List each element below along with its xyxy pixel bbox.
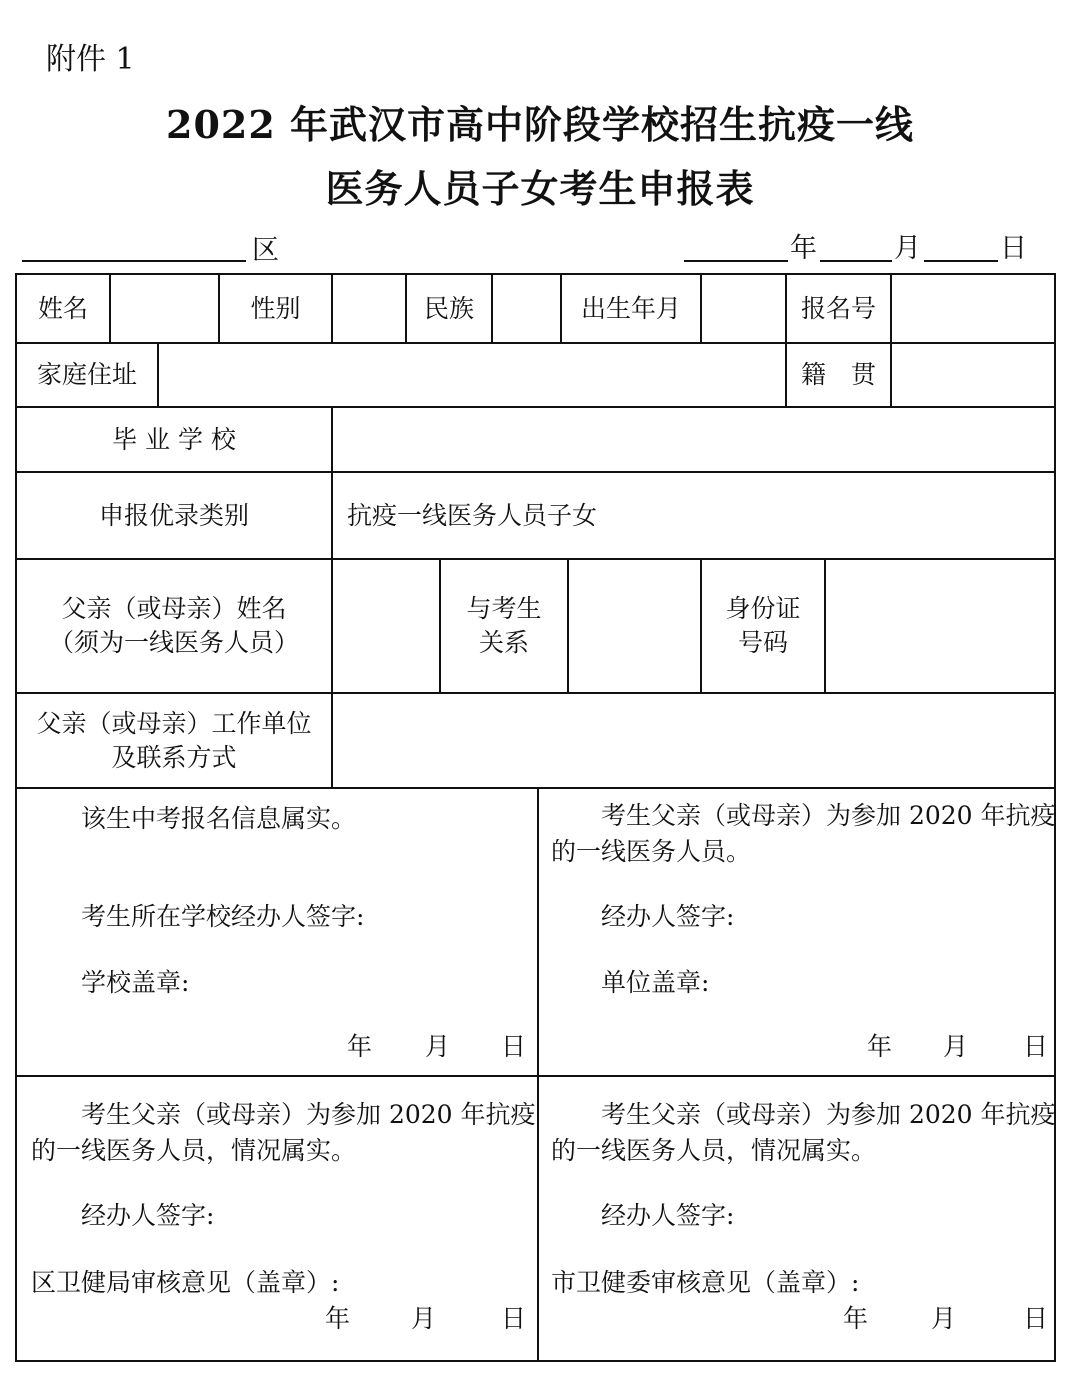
district-date-year: 年 bbox=[325, 1304, 351, 1333]
reg-no-field[interactable] bbox=[892, 275, 1054, 342]
parent-name-field[interactable] bbox=[333, 560, 439, 692]
native-place-field[interactable] bbox=[892, 344, 1054, 406]
district-date-month: 月 bbox=[411, 1304, 437, 1333]
gender-field[interactable] bbox=[333, 275, 405, 342]
city-sign-label: 经办人签字: bbox=[601, 1201, 735, 1230]
unit-sign-label: 经办人签字: bbox=[601, 902, 735, 931]
district-review-text-line1: 考生父亲（或母亲）为参加 2020 年抗疫 bbox=[81, 1100, 536, 1129]
city-review-label: 市卫健委审核意见（盖章）: bbox=[551, 1268, 860, 1297]
col-divider bbox=[537, 787, 539, 1360]
birth-field[interactable] bbox=[702, 275, 785, 342]
work-unit-line2: 及联系方式 bbox=[111, 742, 237, 772]
category-label: 申报优录类别 bbox=[98, 500, 249, 530]
form-title-line1: 2022 年武汉市高中阶段学校招生抗疫一线 bbox=[166, 102, 914, 147]
school-verify-text: 该生中考报名信息属实。 bbox=[81, 804, 357, 833]
year-label: 年 bbox=[790, 233, 817, 264]
school-date-year: 年 bbox=[347, 1032, 373, 1061]
form-title-line2: 医务人员子女考生申报表 bbox=[325, 166, 755, 211]
name-field[interactable] bbox=[111, 275, 218, 342]
district-blank[interactable] bbox=[22, 260, 246, 262]
school-label: 毕 业 学 校 bbox=[112, 424, 236, 454]
address-label: 家庭住址 bbox=[36, 360, 137, 389]
school-sign-label: 考生所在学校经办人签字: bbox=[81, 902, 365, 931]
id-number-field[interactable] bbox=[826, 560, 1054, 692]
month-blank[interactable] bbox=[820, 260, 892, 262]
row-divider bbox=[17, 1075, 1054, 1077]
district-sign-label: 经办人签字: bbox=[81, 1201, 215, 1230]
application-form bbox=[15, 273, 1056, 1362]
district-label: 区 bbox=[252, 235, 279, 266]
city-date-year: 年 bbox=[843, 1304, 869, 1333]
ethnicity-label: 民族 bbox=[423, 293, 474, 323]
unit-verify-text-line1: 考生父亲（或母亲）为参加 2020 年抗疫 bbox=[601, 801, 1056, 830]
relation-field[interactable] bbox=[569, 560, 700, 692]
relation-label bbox=[441, 560, 567, 692]
city-date-day: 日 bbox=[1023, 1304, 1049, 1333]
work-unit-line1: 父亲（或母亲）工作单位 bbox=[36, 708, 312, 738]
unit-date-month: 月 bbox=[943, 1032, 969, 1061]
relation-line1: 与考生 bbox=[466, 594, 542, 623]
year-blank[interactable] bbox=[684, 260, 788, 262]
relation-line2: 关系 bbox=[478, 628, 529, 657]
reg-no-label: 报名号 bbox=[800, 293, 876, 323]
parent-name-line1: 父亲（或母亲）姓名 bbox=[61, 594, 287, 623]
native-place-label: 籍 贯 bbox=[800, 360, 876, 389]
unit-date-day: 日 bbox=[1023, 1032, 1049, 1061]
district-date-day: 日 bbox=[501, 1304, 527, 1333]
row-divider bbox=[17, 787, 1054, 789]
school-field[interactable] bbox=[333, 408, 1054, 471]
month-label: 月 bbox=[894, 233, 921, 264]
district-review-label: 区卫健局审核意见（盖章）: bbox=[31, 1268, 340, 1297]
unit-stamp-label: 单位盖章: bbox=[601, 968, 710, 997]
gender-label: 性别 bbox=[250, 293, 301, 323]
parent-name-line2: （须为一线医务人员） bbox=[48, 628, 299, 657]
id-number-line1: 身份证 bbox=[725, 594, 801, 623]
district-review-text-line2: 的一线医务人员，情况属实。 bbox=[31, 1136, 357, 1165]
day-label: 日 bbox=[1000, 233, 1027, 264]
work-unit-field[interactable] bbox=[333, 694, 1054, 787]
city-review-text-line1: 考生父亲（或母亲）为参加 2020 年抗疫 bbox=[601, 1100, 1056, 1129]
school-stamp-label: 学校盖章: bbox=[81, 968, 190, 997]
unit-verify-text-line2: 的一线医务人员。 bbox=[551, 837, 752, 866]
school-date-month: 月 bbox=[425, 1032, 451, 1061]
parent-name-label bbox=[17, 560, 331, 692]
name-label: 姓名 bbox=[37, 293, 88, 323]
city-review-text-line2: 的一线医务人员，情况属实。 bbox=[551, 1136, 877, 1165]
city-date-month: 月 bbox=[931, 1304, 957, 1333]
unit-date-year: 年 bbox=[867, 1032, 893, 1061]
attachment-label: 附件 1 bbox=[46, 42, 135, 77]
address-field[interactable] bbox=[159, 344, 785, 406]
day-blank[interactable] bbox=[924, 260, 998, 262]
id-number-label bbox=[702, 560, 824, 692]
id-number-line2: 号码 bbox=[737, 628, 788, 657]
work-unit-label bbox=[17, 694, 331, 787]
ethnicity-field[interactable] bbox=[493, 275, 560, 342]
school-date-day: 日 bbox=[501, 1032, 527, 1061]
birth-label: 出生年月 bbox=[580, 293, 681, 323]
category-value: 抗疫一线医务人员子女 bbox=[347, 500, 598, 530]
